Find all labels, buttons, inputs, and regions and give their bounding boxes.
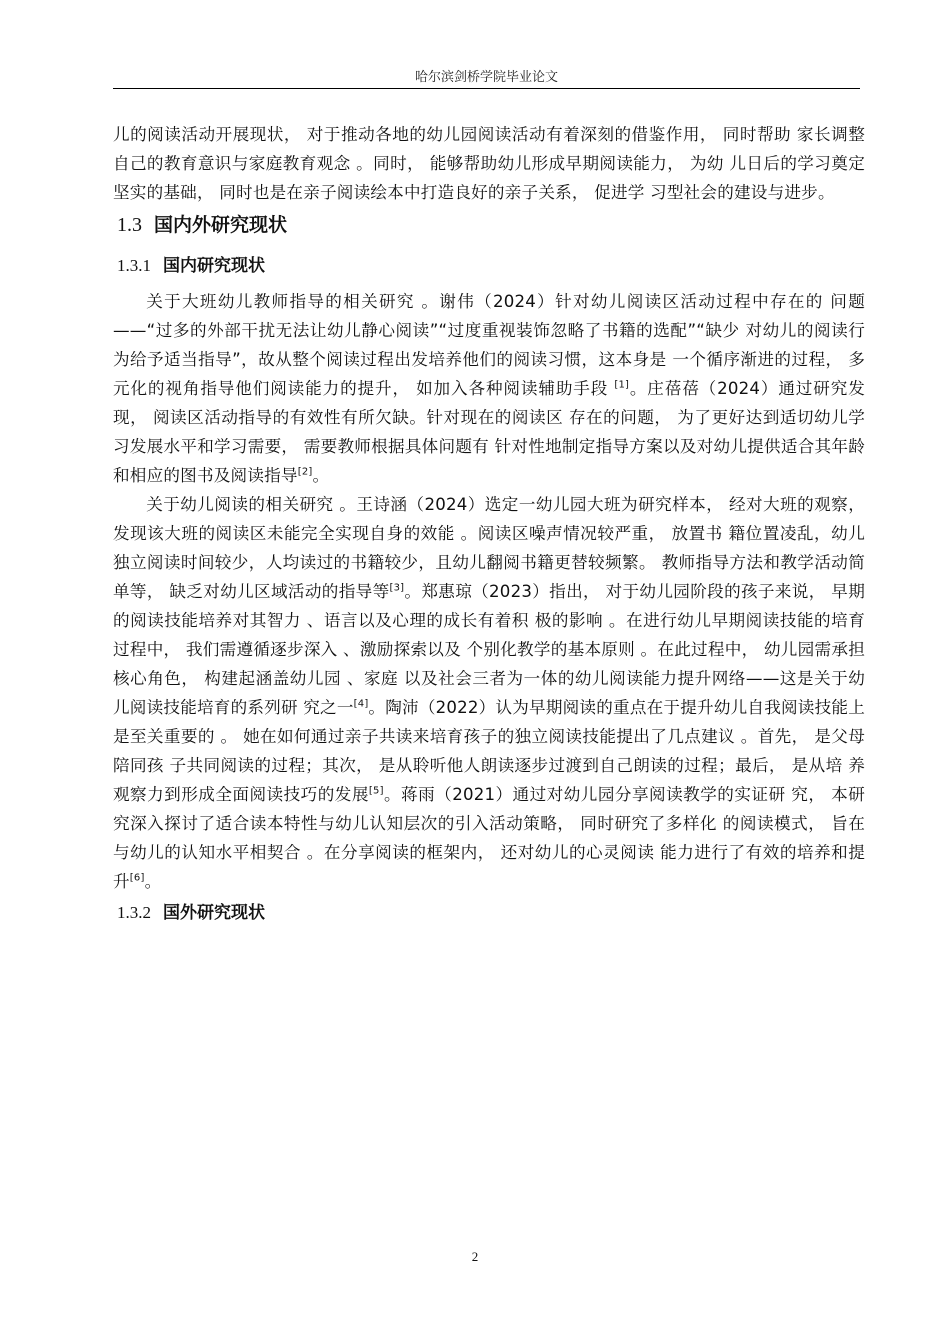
running-header: 哈尔滨剑桥学院毕业论文	[414, 70, 558, 85]
paragraph-text: 关于幼儿阅读的相关研究 。王诗涵（2024）选定一幼儿园大班为研究样本， 经对大班的观察， 发现该大班的阅读区未能完全实现自身的效能 。阅读区噪声情况较严重， 放置书 籍位置凌乱，幼儿独立阅读时间较少，人均读过的书籍较少，且幼儿翻阅书籍更替较频繁。 教师指导方法和教学活动简单等， 缺乏对幼儿区域活动的指导等	[113, 495, 865, 601]
section-number: 1.3	[117, 214, 142, 236]
subsection-heading-1-3-1	[117, 249, 865, 287]
subsection-title: 国内研究现状	[163, 256, 265, 276]
section-title: 国内外研究现状	[154, 214, 288, 236]
citation-ref-3: [3]	[389, 582, 405, 594]
subsection-number: 1.3.2	[117, 903, 151, 922]
paragraph-text: 。	[144, 872, 162, 891]
citation-ref-2: [2]	[297, 466, 313, 478]
paragraph-text: 关于大班幼儿教师指导的相关研究 。谢伟（2024）针对幼儿阅读区活动过程中存在的 问题——“过多的外部干扰无法让幼儿静心阅读”“过度重视装饰忽略了书籍的选配”“缺少 对幼儿的阅读行为给予适当指导”，故从整个阅读过程出发培养他们的阅读习惯，这本身是 一个循序渐进的过程， 多元化的视角指导他们阅读能力的提升， 如加入各种阅读辅助手段	[113, 292, 865, 398]
page-body	[113, 120, 865, 934]
subsection-number: 1.3.1	[117, 256, 151, 275]
subsection-title: 国外研究现状	[163, 903, 265, 923]
citation-ref-4: [4]	[353, 698, 369, 710]
subsection-heading-1-3-2	[117, 896, 865, 934]
citation-ref-1: [1]	[614, 379, 630, 391]
section-heading-1-3	[117, 209, 865, 249]
header-rule	[113, 88, 860, 89]
paragraph-text: 。庄蓓蓓（2024）通过研究发现， 阅读区活动指导的有效性有所欠缺。针对现在的阅读区 存在的问题， 为了更好达到适切幼儿学习发展水平和学习需要， 需要教师根据具体问题有 针对性地制定指导方案以及对幼儿提供适合其年龄和相应的图书及阅读指导	[113, 379, 865, 485]
paragraph-text: 。	[312, 466, 330, 485]
paragraph-text: 。陶沛（2022）认为早期阅读的重点在于提升幼儿自我阅读技能上是至关重要的 。 她在如何通过亲子共读来培育孩子的独立阅读技能提出了几点建议 。首先， 是父母陪同孩 子共同阅读的过程；其次， 是从聆听他人朗读逐步过渡到自己朗读的过程；最后， 是从培 养观察力到形成全面阅读技巧的发展	[113, 698, 865, 804]
paragraph-text: 。郑惠琼（2023）指出， 对于幼儿园阶段的孩子来说， 早期的阅读技能培养对其智力 、语言以及心理的成长有着积 极的影响 。在进行幼儿早期阅读技能的培育过程中， 我们需遵循逐步深入 、激励探索以及 个别化教学的基本原则 。在此过程中， 幼儿园需承担核心角色， 构建起涵盖幼儿园 、家庭 以及社会三者为一体的幼儿阅读能力提升网络——这是关于幼儿阅读技能培育的系列研 究之一	[113, 582, 865, 717]
paragraph-teacher-guidance	[113, 287, 865, 490]
paragraph-text: 儿的阅读活动开展现状， 对于推动各地的幼儿园阅读活动有着深刻的借鉴作用， 同时帮助 家长调整自己的教育意识与家庭教育观念 。同时， 能够帮助幼儿形成早期阅读能力， 为幼 儿日后的学习奠定坚实的基础， 同时也是在亲子阅读绘本中打造良好的亲子关系， 促进学 习型社会的建设与进步。	[113, 125, 865, 202]
paragraph-child-reading	[113, 490, 865, 896]
citation-ref-5: [5]	[368, 785, 384, 797]
paragraph-intro-continuation	[113, 120, 865, 207]
page-number: 2	[471, 1249, 479, 1264]
paragraph-text: 。蒋雨（2021）通过对幼儿园分享阅读教学的实证研 究， 本研究深入探讨了适合读本特性与幼儿认知层次的引入活动策略， 同时研究了多样化 的阅读模式， 旨在与幼儿的认知水平相契合 。在分享阅读的框架内， 还对幼儿的心灵阅读 能力进行了有效的培养和提升	[113, 785, 865, 891]
citation-ref-6: [6]	[129, 872, 145, 884]
